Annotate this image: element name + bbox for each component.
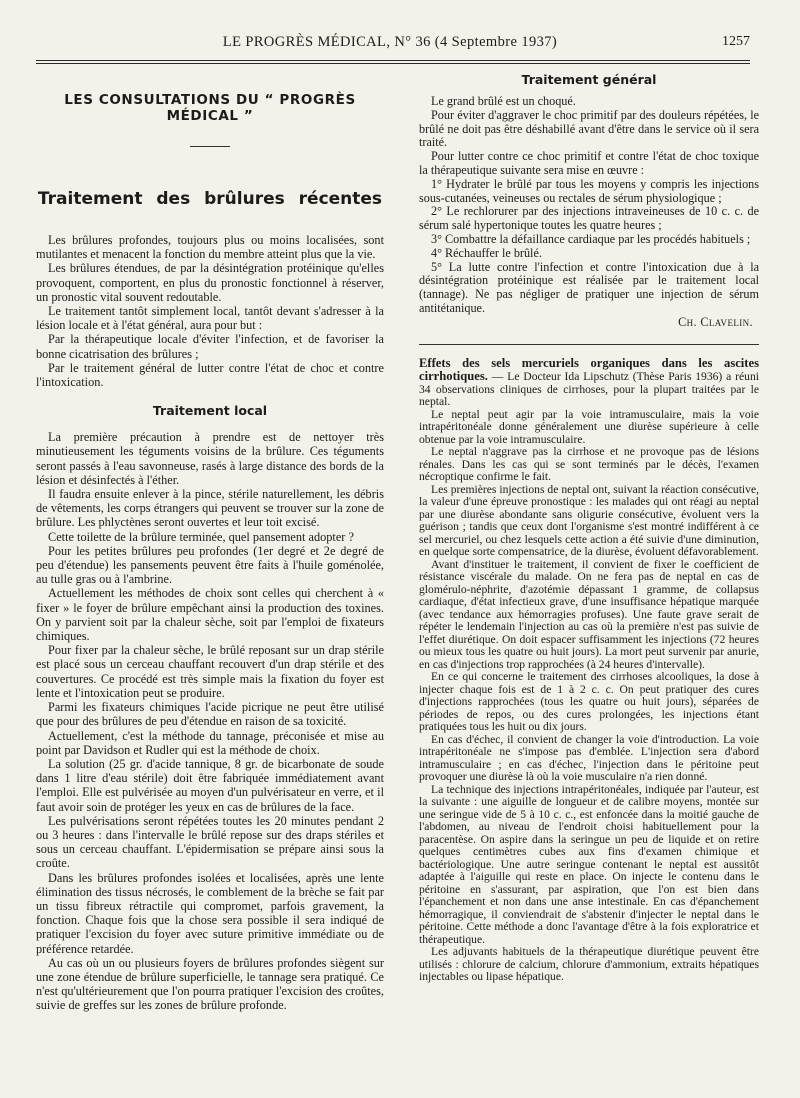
paragraph: Par le traitement général de lutter contre l'état de choc et contre l'intoxication. [36,360,384,390]
effets-section [419,357,759,984]
paragraph: Les pulvérisations seront répétées toutes les 20 minutes pendant 2 ou 3 heures : dans l'intervalle le brûlé repose sur des draps stériles et sous un cerceau chauffant. L'épidermisation se prépare ainsi sous la croûte. [36,813,384,871]
paragraph: Cette toilette de la brûlure terminée, quel pansement adopter ? [48,529,354,544]
list-item: 3° Combattre la défaillance cardiaque par les procédés habituels ; [431,231,751,246]
header-rule-double [36,63,750,64]
paragraph: Dans les brûlures profondes isolées et localisées, après une lente élimination des tissus nécrosés, le comblement de la brèche se fait par un tissu fibreux rétractile qui compromet, parfois gravement, la fonction. Chaque fois que la chose sera possible il sera indiqué de pratiquer l'excision du foyer avec suture primitive immédiate ou de préférence retardée. [36,870,384,956]
effets-lead-paragraph [419,357,759,409]
list-item: 4° Réchauffer le brûlé. [431,245,542,260]
paragraph: Pour lutter contre ce choc primitif et contre l'état de choc toxique la thérapeutique suivante sera mise en œuvre : [419,149,759,177]
short-divider [190,146,230,147]
paragraph: Au cas où un ou plusieurs foyers de brûlures profondes siègent sur une zone étendue de brûlure superficielle, le tannage sera pratiqué. Ce n'est qu'ultérieurement que l'on pourra pratiquer l'excision des croûtes, suivie de greffes sur les zones de brûlure profonde. [36,955,384,1013]
effets-title: Effets des sels mercuriels organiques dans les ascites cirrhotiques. [419,355,759,384]
header-rule [36,60,750,61]
left-column [36,72,384,1082]
paragraph: Les premières injections de neptal ont, suivant la réaction consécutive, la valeur d'une épreuve pronostique : les malades qui ont réagi au neptal par une diurèse abondante sans oligurie consécutive, évoluent vers la guérison ; tandis que ceux dont l'organisme s'est montré indifférent à ce sel mercuriel, ou chez lesquels cette action a été suivie d'une diminution, en quelque sorte compensatrice, de la diurèse, évoluent défavorablement. [419,482,759,559]
page-number: 1257 [722,34,750,49]
consultations-title: LES CONSULTATIONS DU “ PROGRÈS MÉDICAL ” [64,92,356,124]
running-title: LE PROGRÈS MÉDICAL, N° 36 (4 Septembre 1937) [222,34,558,50]
paragraph: Le traitement tantôt simplement local, tantôt devant s'adresser à la lésion locale et à l'état général, aura pour but : [36,304,384,333]
paragraph: La première précaution à prendre est de nettoyer très minutieusement les téguments voisins de la brûlure. Ces téguments seront passés à l'eau savonneuse, rasés à large distance des bords de la lésion et désinfectés à l'éther. [36,430,384,487]
signature [419,316,759,330]
paragraph: En ce qui concerne le traitement des cirrhoses alcooliques, la dose à injecter chaque fois est de 1 à 2 c. c. On peut pratiquer des cures d'injections rapprochées (tous les quatre ou huit jours), séparées de périodes de repos, ou des cures prolongées, les injections étant pratiquées tous les huit ou dix jours. [419,670,759,734]
paragraph: Avant d'instituer le traitement, il convient de fixer le coefficient de résistance viscérale du malade. On ne fera pas de neptal en cas de glomérulo-néphrite, d'azotémie dépassant 1 gramme, de collapsus cardiaque, d'état infectieux grave, d'une insuffisance hépatique marquée (avec tendance aux hémorragies profuses). Une faute grave serait de répéter le lendemain l'injection au cas où la première n'est pas suivie de l'effet diurétique. On doit espacer suffisamment les injections (72 heures ou mieux tous les quatre ou huit jours). La mort peut survenir par anurie, en cas d'injections trop rapprochées (à 24 heures d'intervalle). [419,557,759,671]
paragraph: Il faudra ensuite enlever à la pince, stérile naturellement, les débris de vêtements, les corps étrangers qui peuvent se trouver sur la zone de brûlure. Les phlyctènes seront ouvertes et leur toit excisé. [36,487,384,530]
section-divider [419,344,759,345]
intro-section [36,233,384,389]
paragraph: Parmi les fixateurs chimiques l'acide picrique ne peut être utilisé que pour des brûlures de peu d'étendue en raison de sa toxicité. [36,700,384,729]
author-name: Ch. Clavelin. [678,314,753,329]
paragraph: Pour éviter d'aggraver le choc primitif par des douleurs répétées, le brûlé ne doit pas être déshabillé avant d'être dans le service où il sera traité. [419,107,759,150]
paragraph: Par la thérapeutique locale d'éviter l'infection, et de favoriser la bonne cicatrisation des brûlures ; [36,332,384,361]
paragraph: Les adjuvants habituels de la thérapeutique diurétique peuvent être utilisés : chlorure de calcium, chlorure d'ammonium, extraits hépatiques injectables ou lipase hépatique. [419,945,759,984]
general-section [419,95,759,178]
paragraph: La technique des injections intrapéritonéales, indiquée par l'auteur, est la suivante : une aiguille de longueur et de calibre moyens, montée sur une seringue vide de 5 à 10 c. c., est enfoncée dans la moitié gauche de l'abdomen, au niveau de l'endroit choisi habituellement pour la paracentèse. On aspire dans la seringue un peu de liquide et on retire quelques centimètres cubes aux fins d'examen chimique et bactériologique. Une autre seringue contenant le neptal est aussitôt adaptée à l'aiguille qui reste en place. On injecte le contenu dans le péritoine en s'assurant, par aspiration, que l'on est bien dans l'épanchement et non dans une anse intestinale. En cas d'épanchement hémorragique, il conviendrait de s'abstenir d'injecter le neptal dans le péritoine. Cette méthode a donc l'avantage d'être à la fois exploratrice et thérapeutique. [419,782,759,946]
paragraph: La solution (25 gr. d'acide tannique, 8 gr. de bicarbonate de soude dans 1 litre d'eau stérile) doit être fabriquée immédiatement avant l'emploi. Elle est pulvérisée au moyen d'un pulvérisateur en verre, et il faut avoir soin de protéger les yeux en cas de brûlures de la face. [36,756,384,814]
local-section [36,430,384,1012]
list-item: 5° La lutte contre l'infection et contre l'intoxication due à la désintégration protéinique est réalisée par le traitement local (tannage). Ne pas négliger de pratiquer une injection de sérum antitétanique. [419,259,759,315]
paragraph: Les brûlures étendues, de par la désintégration protéinique qu'elles provoquent, comportent, en plus du pronostic fonctionnel à réserver, un pronostic vital souvent redoutable. [36,261,384,304]
running-header [36,34,750,52]
article-title: Traitement des brûlures récentes [37,189,383,209]
paragraph: Le grand brûlé est un choqué. [431,94,576,108]
right-column [419,72,759,1082]
paragraph: Les brûlures profondes, toujours plus ou moins localisées, sont mutilantes et menacent la fonction du membre atteint plus que la vie. [36,233,384,262]
section-heading-local: Traitement local [152,403,268,419]
paragraph: Actuellement les méthodes de choix sont celles qui cherchent à « fixer » le foyer de brûlure empêchant ainsi la production des toxines. On y parvient soit par la chaleur sèche, soit par l'emploi de fixateurs chimiques. [36,586,384,644]
list-item: 2° Le rechlorurer par des injections intraveineuses de 10 c. c. de sérum salé hypertonique toutes les quatre heures ; [419,204,759,233]
paragraph: Le neptal n'aggrave pas la cirrhose et ne provoque pas de lésions rénales. Dans les cas qui se sont terminés par le décès, l'examen nécroptique confirme le fait. [419,445,759,484]
paragraph: Pour fixer par la chaleur sèche, le brûlé reposant sur un drap stérile est placé sous un cerceau chauffant recouvert d'un drap stérile et des couvertures. Ce procédé est très simple mais la fixation du foyer est lente et l'intoxication peut se produire. [36,643,384,700]
paragraph: Actuellement, c'est la méthode du tannage, préconisée et mise au point par Davidson et Rudler qui est la méthode de choix. [36,728,384,757]
paragraph: En cas d'échec, il convient de changer la voie d'introduction. La voie intrapéritonéale ne s'impose pas d'emblée. L'injection sera d'abord intramusculaire ; en cas d'échec, l'injection dans le péritoine peut provoquer une diurèse là où la voie musculaire n'a rien donné. [419,732,759,784]
list-item: 1° Hydrater le brûlé par tous les moyens y compris les injections sous-cutanées, veineuses ou rectales de sérum physiologique ; [419,176,759,205]
paragraph: Pour les petites brûlures peu profondes (1er degré et 2e degré de peu d'étendue) les pansements peuvent être faits à l'huile goménolée, au tulle gras ou à l'ambrine. [36,543,384,587]
treatment-list [419,178,759,316]
paragraph: Le neptal peut agir par la voie intramusculaire, mais la voie intrapéritonéale donne généralement une diurèse supérieure à celle obtenue par la voie intramusculaire. [419,407,759,446]
section-heading-general: Traitement général [521,72,657,87]
effets-lead: — Le Docteur Ida Lipschutz (Thèse Paris 1936) a réuni 34 observations cliniques de cirrhoses, pour la plupart traitées par le neptal. [419,370,759,409]
